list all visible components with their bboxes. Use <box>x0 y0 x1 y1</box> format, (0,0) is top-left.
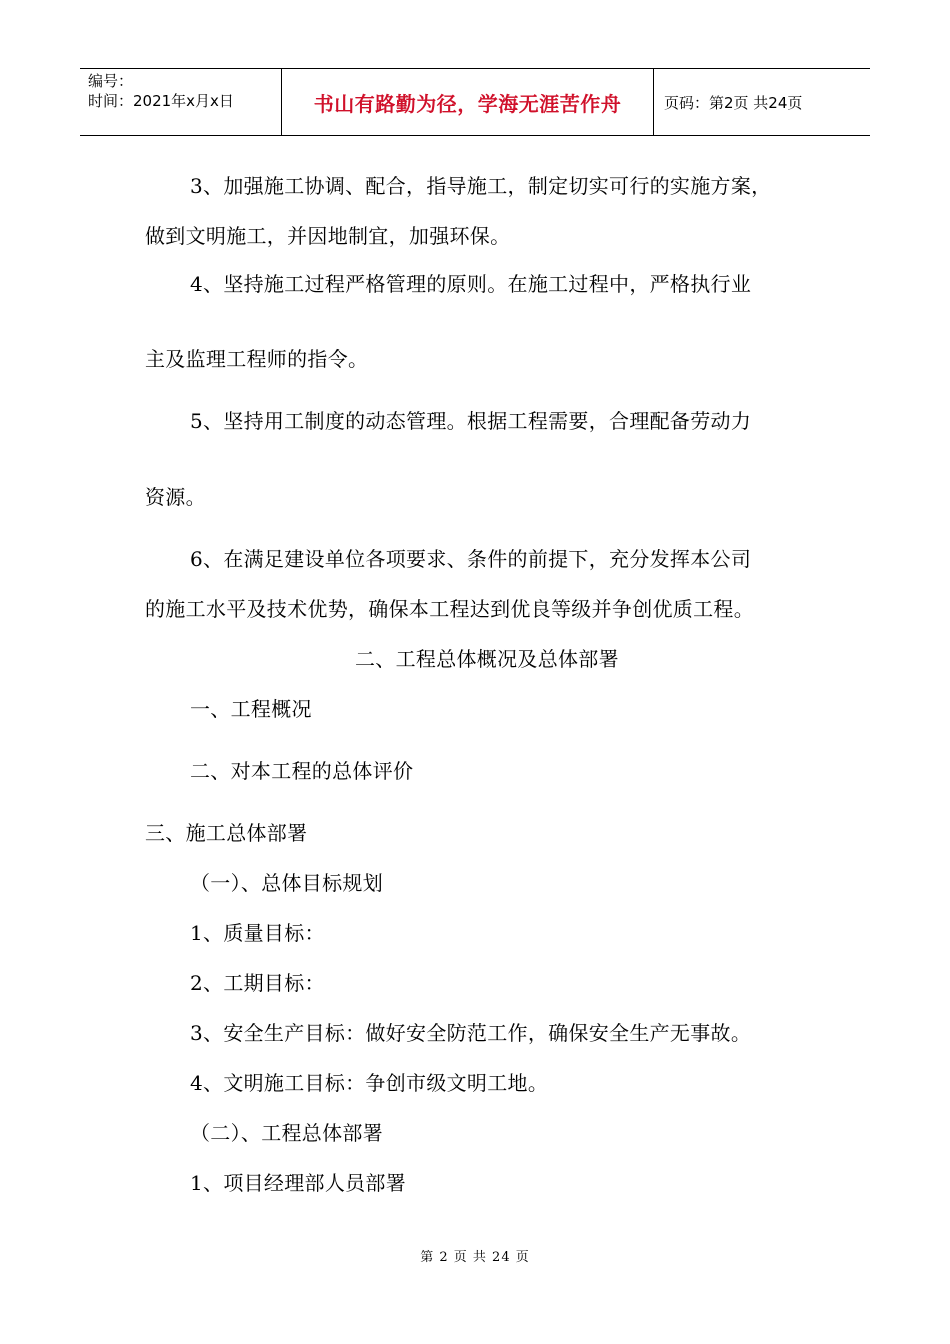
paragraph-line: 4、坚持施工过程严格管理的原则。在施工过程中，严格执行业 <box>190 272 752 296</box>
paragraph-line: 做到文明施工，并因地制宜，加强环保。 <box>145 224 511 248</box>
subsection-heading: 二、对本工程的总体评价 <box>190 759 414 783</box>
list-item: 1、项目经理部人员部署 <box>190 1171 407 1195</box>
paragraph-line: 3、加强施工协调、配合，指导施工，制定切实可行的实施方案， <box>190 174 772 198</box>
page-header <box>80 68 870 136</box>
page-footer: 第 2 页 共 24 页 <box>420 1250 530 1265</box>
paragraph-line: 5、坚持用工制度的动态管理。根据工程需要，合理配备劳动力 <box>190 409 752 433</box>
subsection-heading: 三、施工总体部署 <box>145 821 308 845</box>
list-item: 3、安全生产目标：做好安全防范工作，确保安全生产无事故。 <box>190 1021 752 1045</box>
subsection-heading: 一、工程概况 <box>190 697 312 721</box>
list-item: 4、文明施工目标：争创市级文明工地。 <box>190 1071 549 1095</box>
subsection-heading: （二）、工程总体部署 <box>190 1121 383 1145</box>
document-number-label: 编号： <box>88 72 134 90</box>
header-page-info: 页码：第2页 共24页 <box>664 93 803 112</box>
list-item: 2、工期目标： <box>190 971 325 995</box>
subsection-heading: （一）、总体目标规划 <box>190 871 383 895</box>
paragraph-line: 6、在满足建设单位各项要求、条件的前提下，充分发挥本公司 <box>190 547 752 571</box>
paragraph-line: 资源。 <box>145 485 206 509</box>
paragraph-line: 主及监理工程师的指令。 <box>145 347 369 371</box>
list-item: 1、质量目标： <box>190 921 325 945</box>
header-meta <box>80 69 282 135</box>
header-motto: 书山有路勤为径，学海无涯苦作舟 <box>282 69 654 135</box>
document-time-label: 时间：2021年x月x日 <box>88 92 234 110</box>
paragraph-line: 的施工水平及技术优势，确保本工程达到优良等级并争创优质工程。 <box>145 597 754 621</box>
section-heading: 二、工程总体概况及总体部署 <box>355 647 619 671</box>
